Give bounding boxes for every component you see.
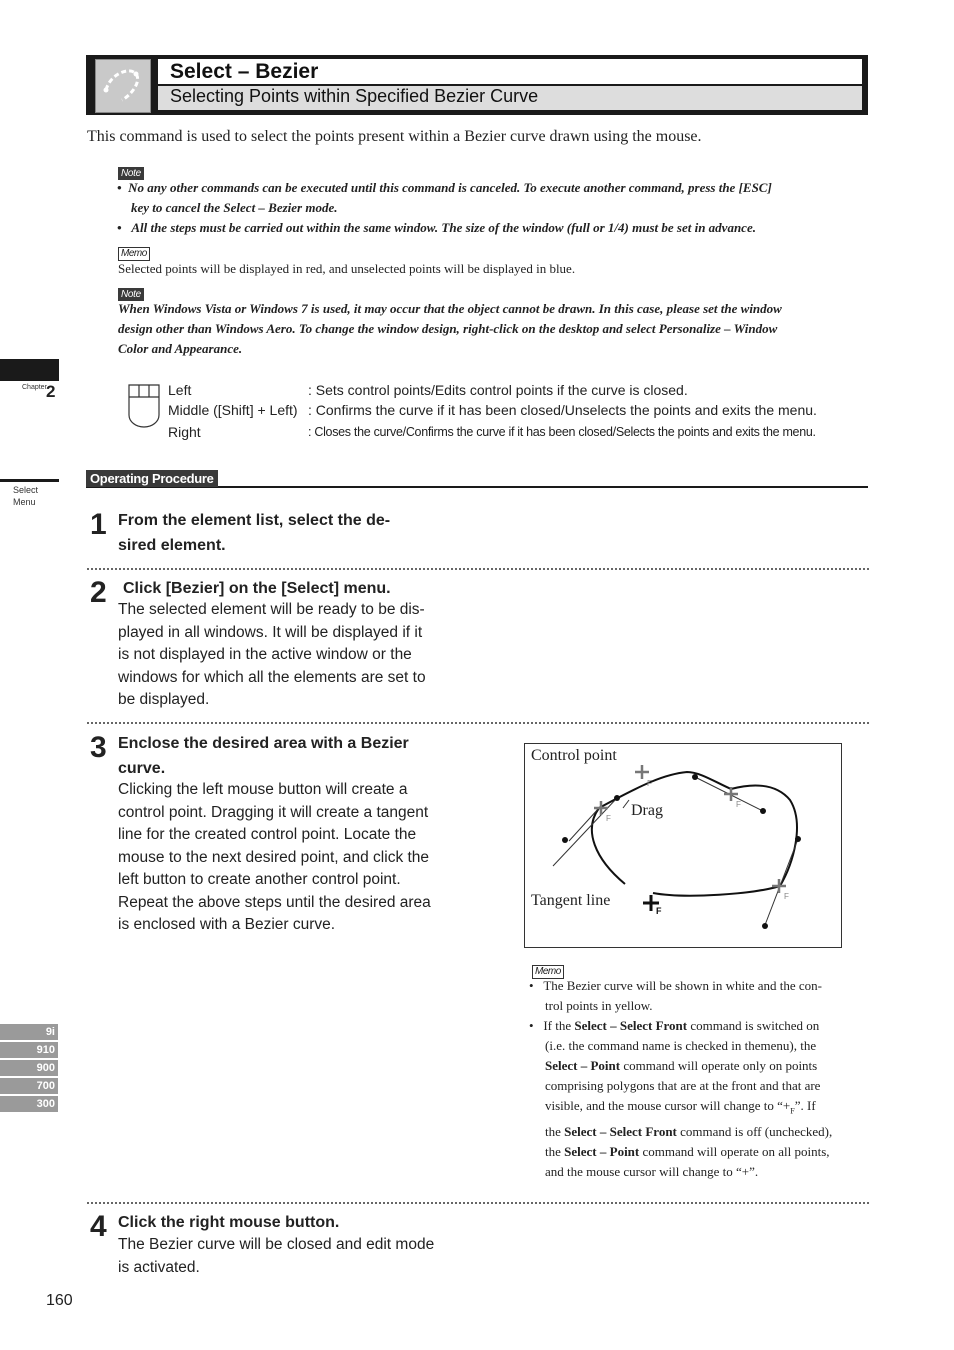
page-number: 160 bbox=[46, 1292, 73, 1309]
page-title: Select – Bezier bbox=[170, 60, 319, 83]
model-tab: 900 bbox=[0, 1060, 58, 1076]
section-label: Select Menu bbox=[13, 485, 39, 507]
tangent-line-label: Tangent line bbox=[531, 892, 611, 909]
note-text: Color and Appearance. bbox=[118, 341, 243, 356]
step-body: The Bezier curve will be closed and edit mode is activated. bbox=[118, 1236, 435, 1276]
cursor-front-icon: + bbox=[782, 1098, 791, 1113]
mouse-desc-right: : Closes the curve/Confirms the curve if it has been closed/Selects the points and exits the menu. bbox=[308, 425, 816, 439]
svg-text:F: F bbox=[647, 779, 652, 788]
section-divider bbox=[0, 479, 59, 482]
step-heading: sired element. bbox=[118, 537, 226, 554]
page-subtitle: Selecting Points within Specified Bezier Curve bbox=[170, 86, 539, 106]
step-heading: Click [Bezier] on the [Select] menu. bbox=[123, 580, 391, 597]
model-tab: 9i bbox=[0, 1024, 58, 1040]
intro-text: This command is used to select the points present within a Bezier curve drawn using the mouse. bbox=[87, 128, 702, 145]
memo-text: Selected points will be displayed in red, and unselected points will be displayed in blue. bbox=[118, 261, 576, 276]
note-text: When Windows Vista or Windows 7 is used, it may occur that the object cannot be drawn. In this case, please set the window bbox=[118, 301, 782, 316]
chapter-label: Chapter bbox=[22, 384, 47, 391]
drag-label: Drag bbox=[631, 802, 663, 819]
step-heading: Click the right mouse button. bbox=[118, 1214, 340, 1231]
bezier-select-icon bbox=[95, 59, 151, 113]
step-number: 2 bbox=[90, 576, 106, 609]
note-tag: Note bbox=[118, 284, 144, 302]
svg-text:F: F bbox=[736, 800, 741, 809]
mouse-button-right: Right bbox=[168, 424, 201, 440]
step-heading: From the element list, select the de- bbox=[118, 512, 391, 529]
note-tag: Note bbox=[118, 163, 144, 181]
model-tab: 700 bbox=[0, 1078, 58, 1094]
step-divider bbox=[87, 568, 869, 570]
svg-text:F: F bbox=[606, 814, 611, 823]
mouse-button-middle: Middle ([Shift] + Left) bbox=[168, 402, 298, 418]
chapter-bar bbox=[0, 359, 59, 381]
step-heading: Enclose the desired area with a Bezier bbox=[118, 735, 409, 752]
step-body: Clicking the left mouse button will create a control point. Dragging it will create a tangent line for the created control point. Locate the mouse to the next desired point, and click the left button to create another control point. Repeat the above steps until the desired area is enclosed with a Bezier curve. bbox=[118, 781, 431, 933]
mouse-button-left: Left bbox=[168, 382, 192, 398]
chapter-number: 2 bbox=[46, 382, 56, 401]
step-number: 3 bbox=[90, 731, 106, 764]
memo-list: • The Bezier curve will be shown in white and the con- trol points in yellow. • If the Select – Select Front command is switched on (i.e. the command name is checked in themenu), the Select – Point command will operate only on points comprising polygons that are at the front and that are visible, and the mouse cursor will change to “$+_F$”. If the Select – Select Front command is off (unchecked), the Select – Point command will operate on all points, and the mouse cursor will change to “+”. bbox=[529, 976, 864, 1182]
operating-procedure-label: Operating Procedure bbox=[86, 470, 218, 487]
memo-tag: Memo bbox=[532, 961, 564, 979]
note-text: design other than Windows Aero. To change the window design, right-click on the desktop and select Personalize – Window bbox=[118, 321, 778, 336]
cursor-icon: + bbox=[741, 1163, 750, 1179]
step-number: 4 bbox=[90, 1210, 106, 1243]
note-bullet: • All the steps must be carried out within the same window. The size of the window (full or 1/4) must be set in advance. bbox=[117, 220, 756, 235]
note-bullet-continued: key to cancel the Select – Bezier mode. bbox=[131, 200, 338, 215]
control-point-label: Control point bbox=[531, 747, 617, 764]
step-heading: curve. bbox=[118, 760, 166, 777]
memo-bullet: • The Bezier curve will be shown in white and the con- bbox=[529, 978, 822, 993]
note-bullet: • No any other commands can be executed until this command is canceled. To execute another command, press the [ESC] bbox=[117, 180, 772, 195]
step-divider bbox=[87, 722, 869, 724]
step-body: The selected element will be ready to be dis- played in all windows. It will be displayed if it is not displayed in the active window or the windows for which all the elements are set to be displayed. bbox=[118, 601, 426, 708]
step-divider bbox=[87, 1202, 869, 1204]
step-number: 1 bbox=[90, 508, 106, 541]
memo-bullet: • If the Select – Select Front command is switched on bbox=[529, 1018, 820, 1033]
mouse-icon bbox=[127, 383, 163, 434]
svg-text:F: F bbox=[656, 906, 662, 916]
mouse-desc-left: : Sets control points/Edits control points if the curve is closed. bbox=[308, 382, 688, 398]
svg-text:F: F bbox=[784, 892, 789, 901]
bezier-diagram bbox=[524, 743, 842, 948]
mouse-desc-middle: : Confirms the curve if it has been closed/Unselects the points and exits the menu. bbox=[308, 402, 817, 418]
model-tab: 300 bbox=[0, 1096, 58, 1112]
model-tab: 910 bbox=[0, 1042, 58, 1058]
memo-tag: Memo bbox=[118, 243, 150, 261]
